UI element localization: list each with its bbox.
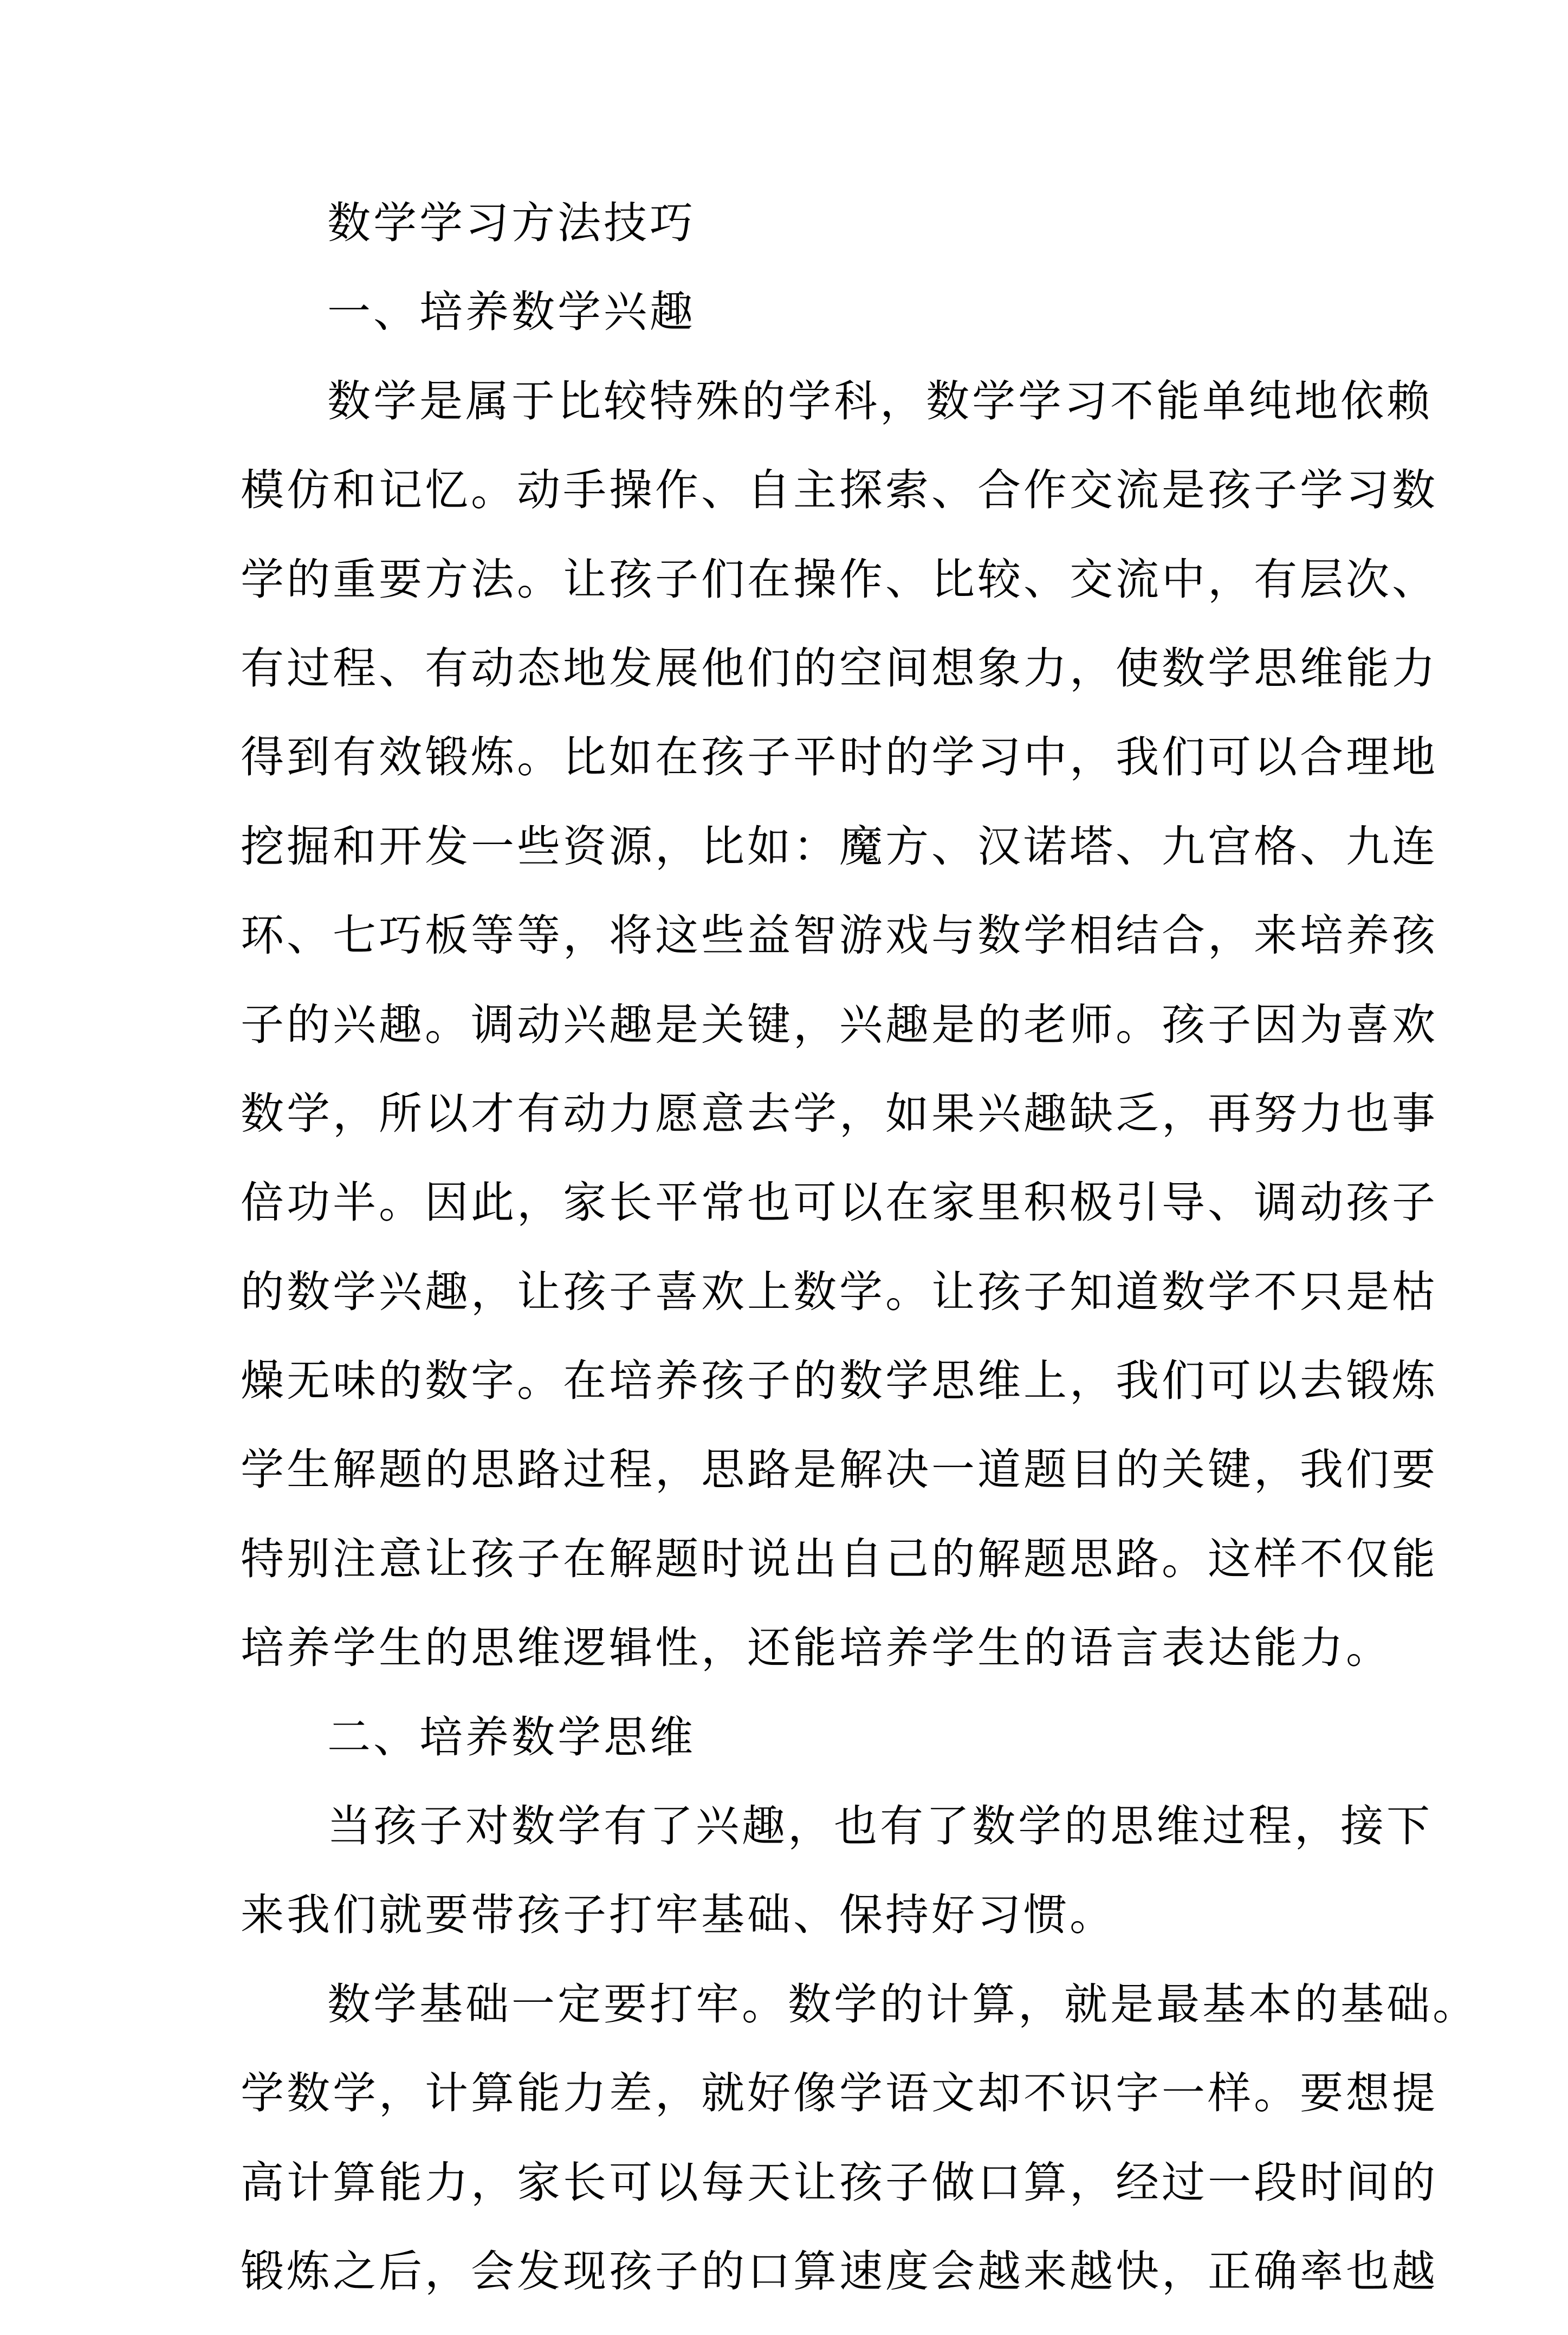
paragraph-3: [241, 1979, 1479, 2298]
paragraph-line: 锻炼之后，会发现孩子的口算速度会越来越快，正确率也越: [241, 2246, 1438, 2297]
paragraph-line: 挖掘和开发一些资源，比如：魔方、汉诺塔、九宫格、九连: [241, 821, 1438, 872]
paragraph-line: 学生解题的思路过程，思路是解决一道题目的关键，我们要: [241, 1444, 1438, 1495]
paragraph-line: 数学是属于比较特殊的学科，数学学习不能单纯地依赖: [327, 375, 1433, 426]
paragraph-line: 得到有效锻炼。比如在孩子平时的学习中，我们可以合理地: [241, 732, 1438, 783]
paragraph-line: 数学，所以才有动力愿意去学，如果兴趣缺乏，再努力也事: [241, 1088, 1438, 1139]
paragraph-line: 学数学，计算能力差，就好像学语文却不识字一样。要想提: [241, 2068, 1438, 2119]
paragraph-line: 高计算能力，家长可以每天让孩子做口算，经过一段时间的: [241, 2157, 1438, 2208]
paragraph-line: 特别注意让孩子在解题时说出自己的解题思路。这样不仅能: [241, 1533, 1438, 1584]
paragraph-2: [241, 1801, 1433, 1941]
paragraph-line: 环、七巧板等等，将这些益智游戏与数学相结合，来培养孩: [241, 910, 1438, 961]
document-body: [241, 198, 1479, 2335]
paragraph-line: 模仿和记忆。动手操作、自主探索、合作交流是孩子学习数: [241, 465, 1438, 516]
section-heading-1: 一、培养数学兴趣: [327, 287, 696, 338]
paragraph-line: 来我们就要带孩子打牢基础、保持好习惯。: [241, 1890, 1116, 1941]
paragraph-line: 子的兴趣。调动兴趣是关键，兴趣是的老师。孩子因为喜欢: [241, 999, 1438, 1050]
paragraph-line: 倍功半。因此，家长平常也可以在家里积极引导、调动孩子: [241, 1177, 1438, 1228]
paragraph-line: 学的重要方法。让孩子们在操作、比较、交流中，有层次、: [241, 554, 1438, 605]
paragraph-line: 有过程、有动态地发展他们的空间想象力，使数学思维能力: [241, 643, 1438, 693]
paragraph-line: 培养学生的思维逻辑性，还能培养学生的语言表达能力。: [241, 1623, 1392, 1674]
paragraph-line: 的数学兴趣，让孩子喜欢上数学。让孩子知道数学不只是枯: [241, 1266, 1438, 1317]
paragraph-line: 数学基础一定要打牢。数学的计算，就是最基本的基础。: [327, 1979, 1479, 2029]
paragraph-line: 当孩子对数学有了兴趣，也有了数学的思维过程，接下: [327, 1801, 1433, 1852]
paragraph-line: 燥无味的数字。在培养孩子的数学思维上，我们可以去锻炼: [241, 1355, 1438, 1406]
paragraph-1: [241, 375, 1438, 1674]
document-title: 数学学习方法技巧: [327, 198, 696, 248]
section-heading-2: 二、培养数学思维: [327, 1711, 696, 1762]
